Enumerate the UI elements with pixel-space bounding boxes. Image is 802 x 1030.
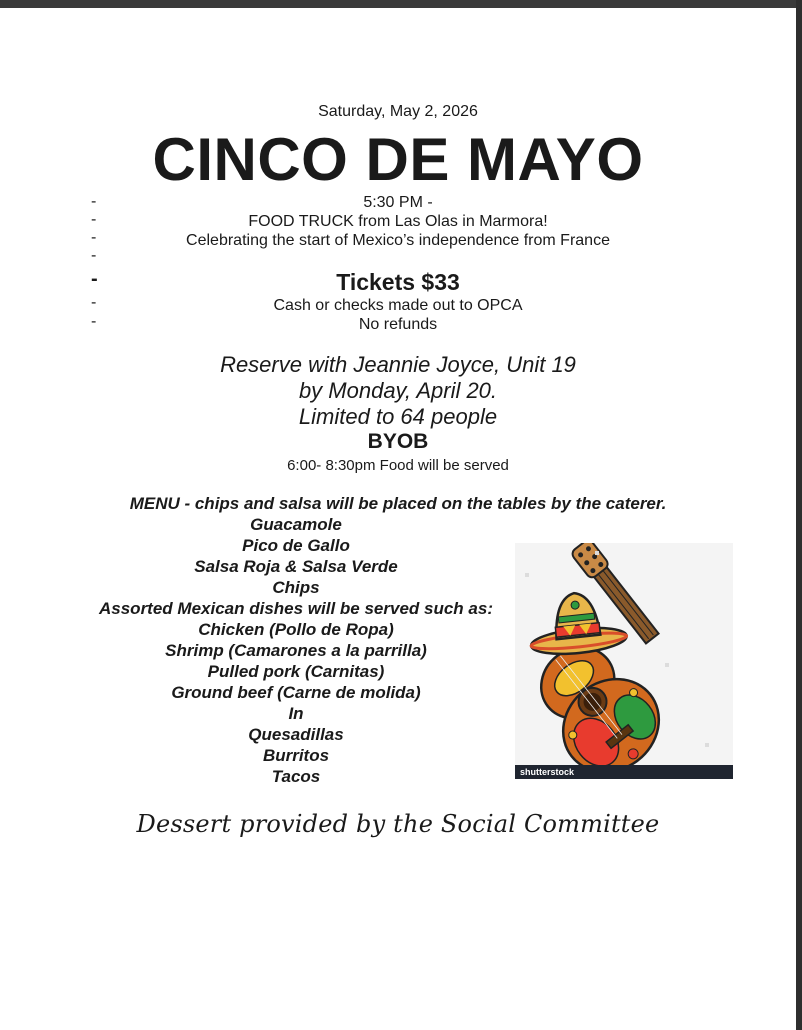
celebration-line: Celebrating the start of Mexico’s independence from France [186,232,610,249]
food-truck-line: FOOD TRUCK from Las Olas in Marmora! [248,213,548,230]
reserve-line: Reserve with Jeannie Joyce, Unit 19 [220,352,576,377]
menu-item: Chips [272,578,320,597]
dessert-note: Dessert provided by the Social Committee [136,810,660,838]
ticket-price: Tickets $33 [336,269,460,295]
menu-item: Burritos [262,746,330,765]
payment-line: Cash or checks made out to OPCA [273,297,523,314]
menu-item: Pico de Gallo [242,536,350,555]
menu-item: Salsa Roja & Salsa Verde [194,557,398,576]
bullet-dash: - [91,313,97,330]
window-top-bar [0,0,802,8]
bullet-dash: - [91,268,98,290]
refund-line: No refunds [358,316,438,333]
menu-item: Chicken (Pollo de Ropa) [198,620,394,639]
menu-item: Shrimp (Camarones a la parrilla) [165,641,427,660]
menu-item: In [288,704,304,723]
event-title: CINCO DE MAYO [152,126,644,193]
byob-label: BYOB [367,430,429,453]
reserve-deadline: by Monday, April 20. [298,378,498,403]
menu-item: Ground beef (Carne de molida) [171,683,421,702]
menu-item: Guacamole [250,515,342,534]
bullet-dash: - [91,229,97,246]
bullet-dash: - [91,193,97,210]
menu-item: Tacos [271,767,321,786]
bullet-dash: - [91,247,97,264]
flyer-page [0,8,796,1030]
menu-item: Assorted Mexican dishes will be served such as: [99,599,493,618]
capacity-line: Limited to 64 people [298,404,498,429]
menu-heading: MENU - chips and salsa will be placed on the tables by the caterer. [129,494,667,513]
event-time: 5:30 PM - [363,194,433,211]
event-date: Saturday, May 2, 2026 [318,103,478,120]
bullet-dash: - [91,294,97,311]
sombrero-guitar-icon [515,543,733,779]
menu-list [96,514,496,787]
window-right-scrollbar[interactable] [796,0,802,1030]
menu-item: Pulled pork (Carnitas) [207,662,385,681]
menu-item: Quesadillas [248,725,344,744]
image-watermark-text: shutterstock [520,767,575,777]
serving-time: 6:00- 8:30pm Food will be served [287,457,509,474]
bullet-dash: - [91,211,97,228]
